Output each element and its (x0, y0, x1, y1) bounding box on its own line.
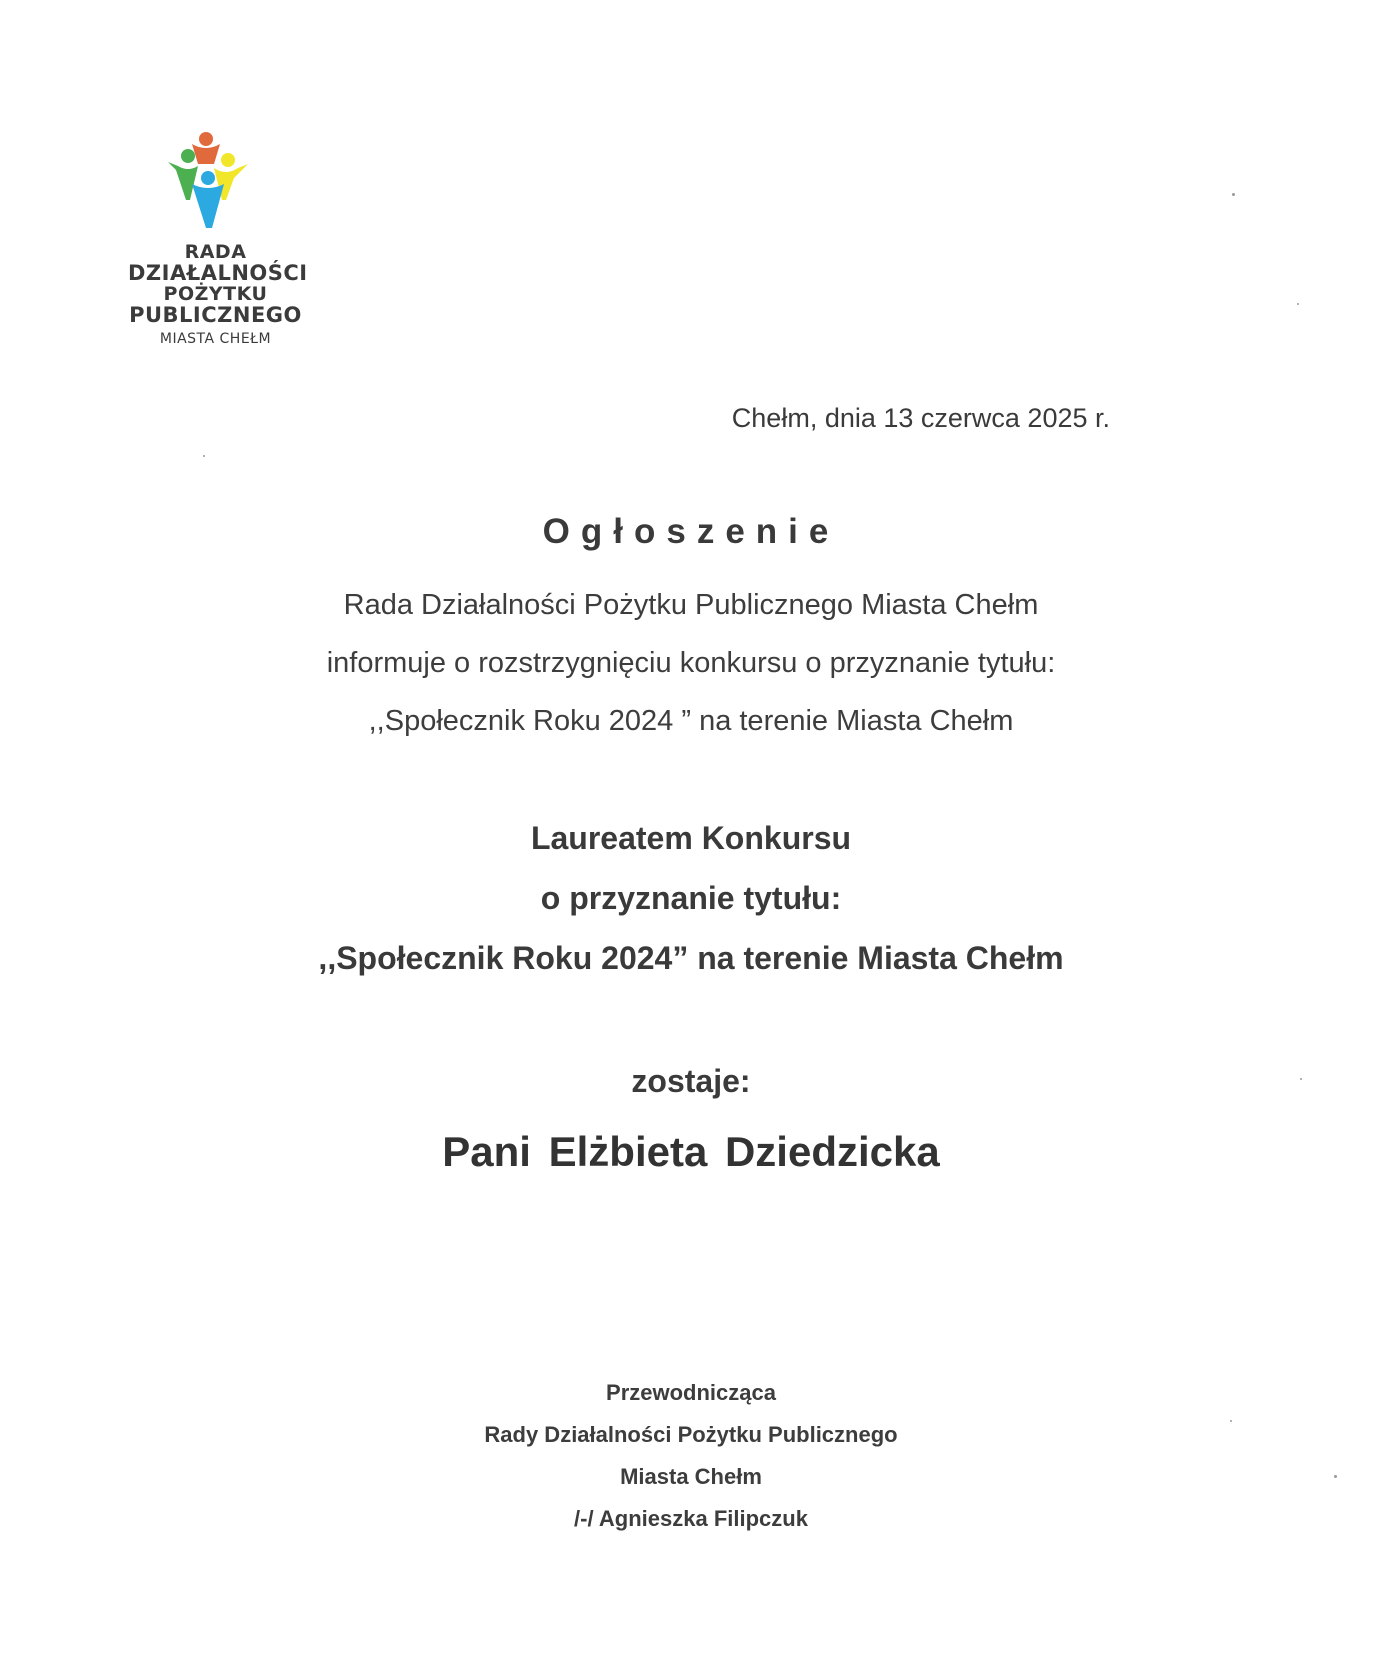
signature-city: Miasta Chełm (620, 1464, 762, 1489)
logo-line-city: MIASTA CHEŁM (159, 331, 272, 347)
council-logo (128, 130, 308, 360)
signature-role: Przewodnicząca (606, 1380, 776, 1405)
laureate-line-3: ,,Społecznik Roku 2024” na terenie Miasta Chełm (318, 940, 1064, 976)
signature-organization: Rady Działalności Pożytku Publicznego (484, 1422, 898, 1447)
logo-line-rada: RADA (184, 241, 247, 263)
people-figures-icon (156, 130, 256, 242)
laureate-line-1: Laureatem Konkursu (530, 820, 852, 856)
laureate-heading (0, 808, 1382, 988)
logo-line-publicznego: PUBLICZNEGO (129, 303, 302, 327)
logo-line-pozytku: POŻYTKU (163, 283, 268, 305)
intro-line-3: ,,Społecznik Roku 2024 ” na terenie Miasta Chełm (368, 705, 1014, 737)
scan-speck (1230, 1420, 1232, 1422)
document-date: Chełm, dnia 13 czerwca 2025 r. (731, 403, 1110, 433)
scan-speck (1297, 303, 1299, 305)
winner-name: Pani Elżbieta Dziedzicka (442, 1128, 940, 1175)
becomes-label: zostaje: (631, 1063, 751, 1099)
intro-line-1: Rada Działalności Pożytku Publicznego Miasta Chełm (343, 589, 1039, 621)
document-title: Ogłoszenie (542, 512, 840, 551)
intro-line-2: informuje o rozstrzygnięciu konkursu o przyznanie tytułu: (326, 647, 1056, 679)
scan-speck (203, 455, 205, 457)
scan-speck (1334, 1475, 1337, 1478)
signature-name: /-/ Agnieszka Filipczuk (574, 1506, 808, 1531)
signature-block (0, 1372, 1382, 1540)
intro-paragraph (0, 576, 1382, 750)
scan-speck (1300, 1078, 1302, 1080)
logo-wordmark (128, 241, 308, 350)
scan-speck (1232, 193, 1235, 196)
logo-line-dzialalnosci: DZIAŁALNOŚCI (128, 261, 308, 285)
laureate-line-2: o przyznanie tytułu: (540, 880, 842, 916)
